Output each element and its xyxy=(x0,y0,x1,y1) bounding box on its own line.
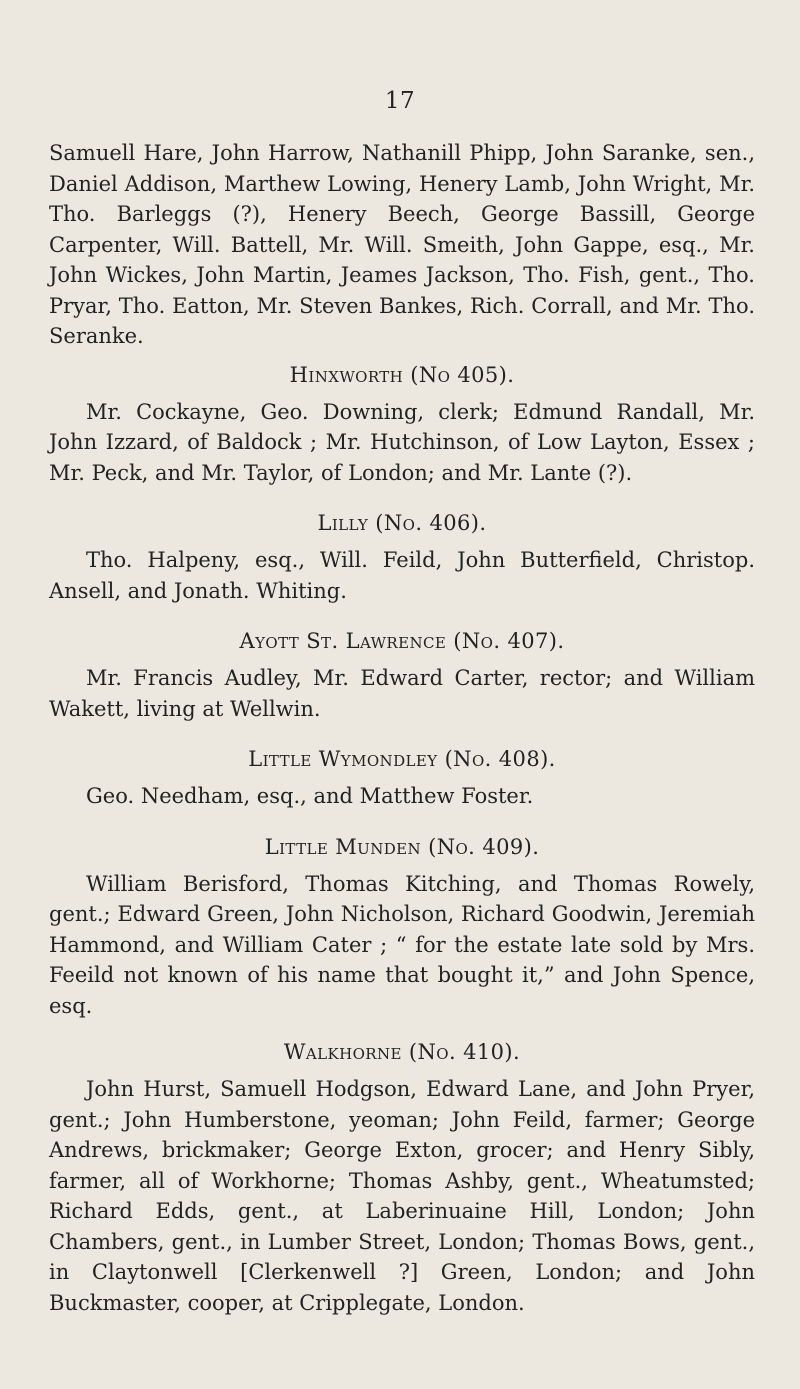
heading-little-munden: Little Munden (No. 409). xyxy=(264,834,540,859)
paragraph-ayott: Mr. Francis Audley, Mr. Edward Carter, rector; and William Wakett, living at Wellwin. xyxy=(49,666,755,721)
heading-walkhorne: Walkhorne (No. 410). xyxy=(283,1040,521,1064)
page-number: 17 xyxy=(384,88,416,114)
heading-lilly: Lilly (No. 406). xyxy=(317,511,487,535)
heading-little-wymondley: Little Wymondley (No. 408). xyxy=(248,747,556,771)
heading-hinxworth: Hinxworth (No 405). xyxy=(289,362,515,387)
paragraph-lilly: Tho. Halpeny, esq., Will. Feild, John Butterfield, Christop. Ansell, and Jonath. Whiting. xyxy=(49,548,755,603)
paragraph-little-wymondley: Geo. Needham, esq., and Matthew Foster. xyxy=(86,784,534,808)
paragraph-hinxworth: Mr. Cockayne, Geo. Downing, clerk; Edmund Randall, Mr. John Izzard, of Baldock ; Mr. Hutchinson, of Low Layton, Essex ; Mr. Peck, and Mr. Taylor, of London; and Mr. Lante (?). xyxy=(49,399,755,485)
page-content xyxy=(49,138,755,1318)
heading-ayott: Ayott St. Lawrence (No. 407). xyxy=(239,629,565,653)
paragraph-walkhorne: John Hurst, Samuell Hodgson, Edward Lane, and John Pryer, gent.; John Humberstone, yeoman; John Feild, farmer; George Andrews, brickmaker; George Exton, grocer; and Henry Sibly, farmer, all of Workhorne; Thomas Ashby, gent., Wheatumsted; Richard Edds, gent., at Laberinuaine Hill, London; John Chambers, gent., in Lumber Street, London; Thomas Bows, gent., in Claytonwell [Clerkenwell ?] Green, London; and John Buckmaster, cooper, at Cripplegate, London. xyxy=(49,1077,755,1315)
intro-paragraph: Samuell Hare, John Harrow, Nathanill Phipp, John Saranke, sen., Daniel Addison, Marthew Lowing, Henery Lamb, John Wright, Mr. Tho. Barleggs (?), Henery Beech, George Bassill, George Carpenter, Will. Battell, Mr. Will. Smeith, John Gappe, esq., Mr. John Wickes, John Martin, Jeames Jackson, Tho. Fish, gent., Tho. Pryar, Tho. Eatton, Mr. Steven Bankes, Rich. Corrall, and Mr. Tho. Seranke. xyxy=(49,141,755,348)
paragraph-little-munden: William Berisford, Thomas Kitching, and Thomas Rowely, gent.; Edward Green, John Nicholson, Richard Goodwin, Jeremiah Hammond, and William Cater ; “ for the estate late sold by Mrs. Feeild not known of his name that bought it,” and John Spence, esq. xyxy=(49,871,755,1018)
